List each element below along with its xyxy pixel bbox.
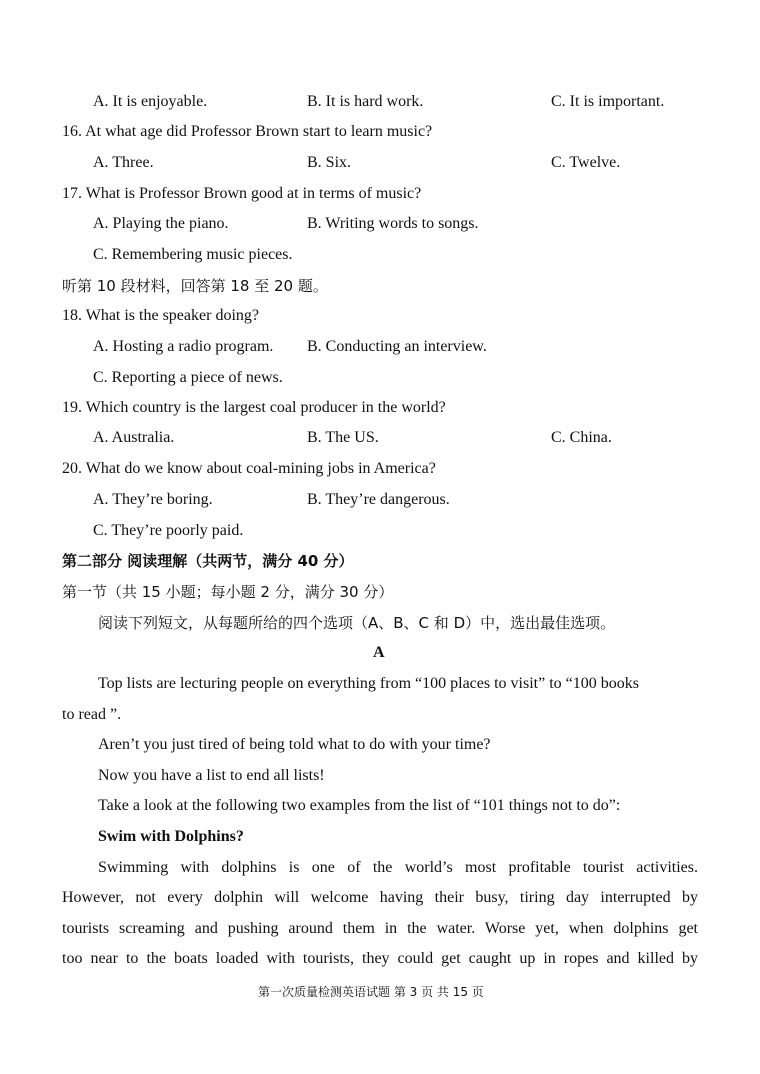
- q18-option-c: C. Reporting a piece of news.: [93, 369, 283, 386]
- q16-option-c: C. Twelve.: [551, 154, 621, 171]
- q15-option-c: C. It is important.: [551, 93, 665, 110]
- q18-option-a: A. Hosting a radio program.: [93, 338, 274, 355]
- passage-p5-line1: Swimming with dolphins is one of the world’s most profitable tourist activities.: [98, 859, 698, 876]
- q20-stem: 20. What do we know about coal-mining jobs in America?: [62, 460, 436, 477]
- q19-option-b: B. The US.: [307, 429, 379, 446]
- q17-option-a: A. Playing the piano.: [93, 215, 229, 232]
- part2-section1: 第一节（共 15 小题；每小题 2 分，满分 30 分）: [62, 583, 394, 601]
- q16-option-a: A. Three.: [93, 154, 154, 171]
- part2-heading: 第二部分 阅读理解（共两节，满分 40 分）: [62, 552, 354, 570]
- q20-option-b: B. They’re dangerous.: [307, 491, 450, 508]
- q19-stem: 19. Which country is the largest coal producer in the world?: [62, 399, 446, 416]
- q17-stem: 17. What is Professor Brown good at in terms of music?: [62, 185, 422, 202]
- q17-option-b: B. Writing words to songs.: [307, 215, 479, 232]
- part2-instruction: 阅读下列短文，从每题所给的四个选项（A、B、C 和 D）中，选出最佳选项。: [98, 614, 616, 632]
- q18-stem: 18. What is the speaker doing?: [62, 307, 259, 324]
- q18-option-b: B. Conducting an interview.: [307, 338, 487, 355]
- passage-p2: Aren’t you just tired of being told what to do with your time?: [98, 736, 491, 753]
- passage-p4: Take a look at the following two examples from the list of “101 things not to do”:: [98, 797, 621, 814]
- q15-option-a: A. It is enjoyable.: [93, 93, 208, 110]
- passage-p5-line3: tourists screaming and pushing around them in the water. Worse yet, when dolphins get: [62, 920, 698, 937]
- q16-stem: 16. At what age did Professor Brown start to learn music?: [62, 123, 433, 140]
- passage-p1-line1: Top lists are lecturing people on everything from “100 places to visit” to “100 books: [98, 675, 639, 692]
- passage-label: A: [373, 644, 385, 661]
- passage-p5-line2: However, not every dolphin will welcome having their busy, tiring day interrupted by: [62, 889, 698, 906]
- q19-option-c: C. China.: [551, 429, 612, 446]
- q19-option-a: A. Australia.: [93, 429, 175, 446]
- passage-p3: Now you have a list to end all lists!: [98, 767, 325, 784]
- q20-option-a: A. They’re boring.: [93, 491, 213, 508]
- q16-option-b: B. Six.: [307, 154, 352, 171]
- q20-option-c: C. They’re poorly paid.: [93, 522, 244, 539]
- passage-p1-line2: to read ”.: [62, 706, 122, 723]
- passage-p5-line4: too near to the boats loaded with tourists, they could get caught up in ropes and killed by: [62, 950, 698, 967]
- page-footer: 第一次质量检测英语试题 第 3 页 共 15 页: [258, 985, 484, 999]
- q17-option-c: C. Remembering music pieces.: [93, 246, 293, 263]
- q15-option-b: B. It is hard work.: [307, 93, 424, 110]
- passage-subheading: Swim with Dolphins?: [98, 828, 244, 845]
- section10-instruction: 听第 10 段材料，回答第 18 至 20 题。: [62, 277, 328, 295]
